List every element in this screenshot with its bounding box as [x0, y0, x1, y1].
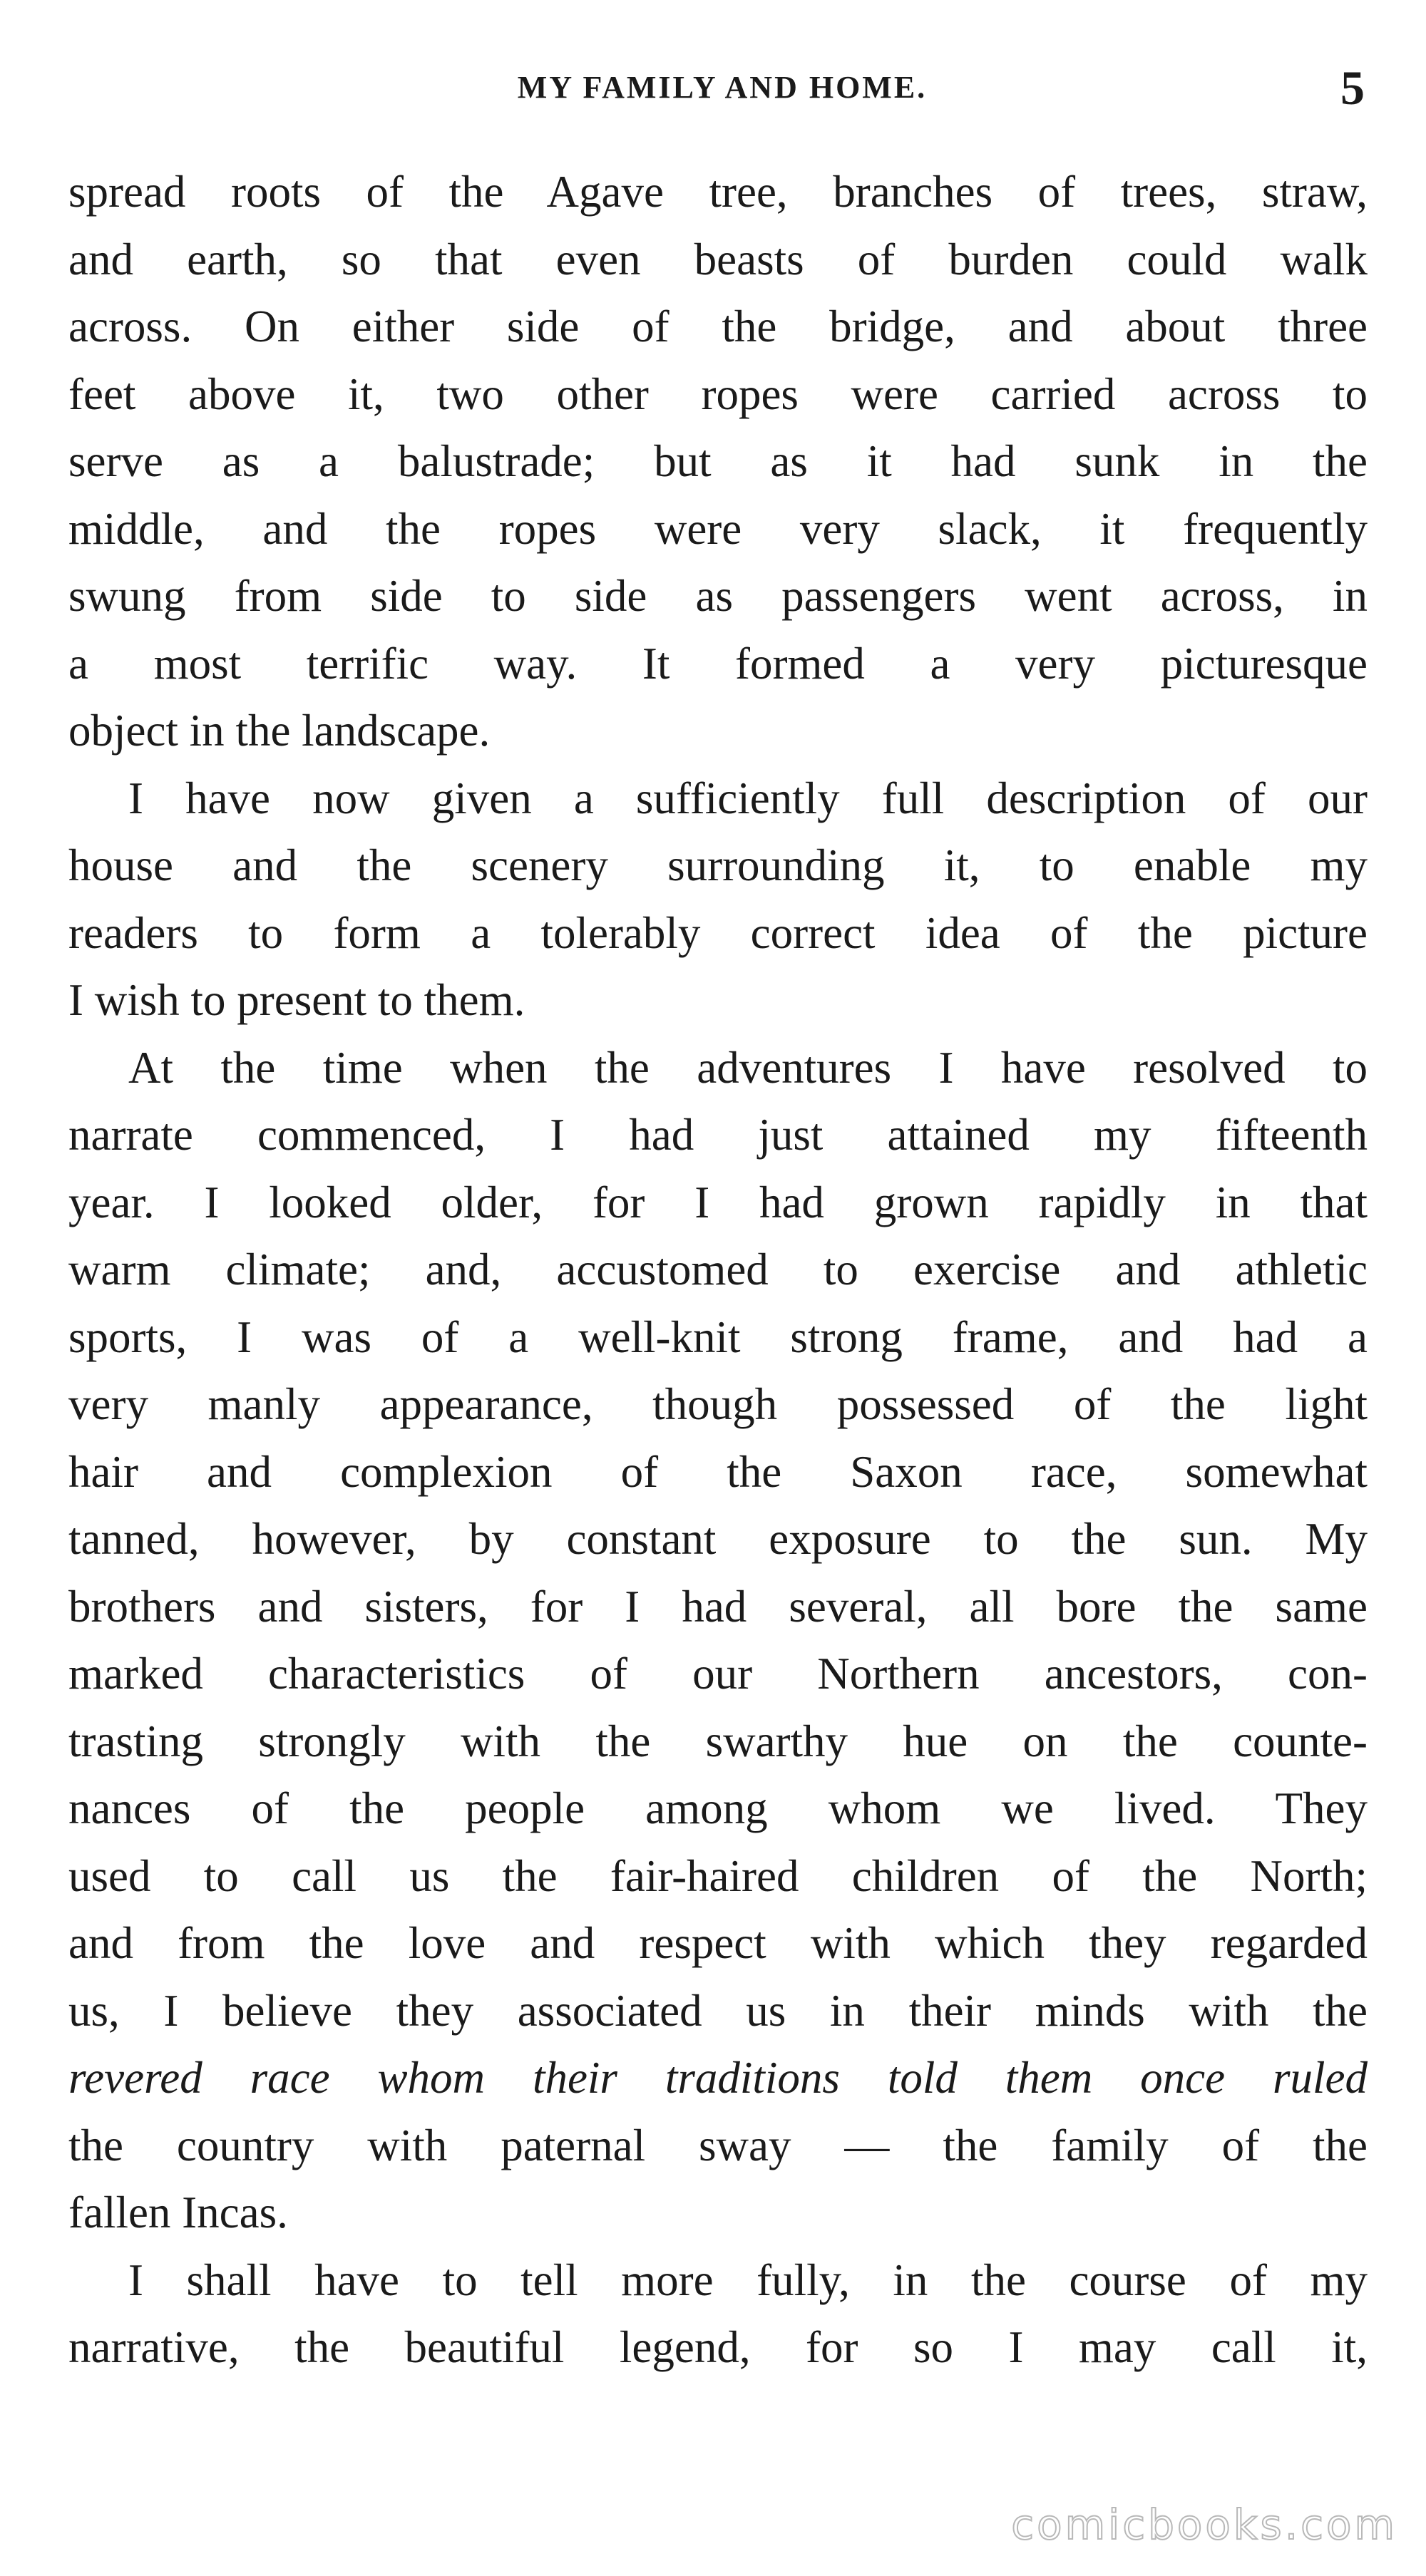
text-line: At the time when the adventures I have resolved to [128, 1042, 1368, 1093]
text-line: revered race whom their traditions told them once ruled [68, 2053, 1368, 2103]
text-line: I shall have to tell more fully, in the course of my [128, 2255, 1368, 2305]
paragraph-3 [68, 1034, 1368, 2247]
text-line: I wish to present to them. [68, 975, 525, 1025]
text-line: very manly appearance, though possessed of the light [68, 1379, 1368, 1429]
text-line: sports, I was of a well-knit strong frame, and had a [68, 1312, 1368, 1362]
text-line: across. On either side of the bridge, and about three [68, 302, 1368, 351]
text-line: fallen Incas. [68, 2188, 288, 2237]
text-line: and from the love and respect with which they regarded [68, 1918, 1368, 1968]
running-head [68, 56, 1376, 120]
text-line: narrate commenced, I had just attained my fifteenth [68, 1110, 1368, 1160]
text-line: middle, and the ropes were very slack, it frequently [68, 503, 1368, 554]
text-line: swung from side to side as passengers went across, in [68, 571, 1368, 621]
text-line: object in the landscape. [68, 706, 491, 756]
body-text [68, 158, 1368, 2381]
text-line: marked characteristics of our Northern ancestors, con- [68, 1649, 1368, 1699]
text-line: brothers and sisters, for I had several, all bore the same [68, 1581, 1368, 1632]
text-line: tanned, however, by constant exposure to the sun. My [68, 1514, 1368, 1564]
text-line: narrative, the beautiful legend, for so I may call it, [68, 2322, 1368, 2372]
text-line: spread roots of the Agave tree, branches of trees, straw, [68, 167, 1368, 217]
paragraph-2 [68, 765, 1368, 1034]
text-line: a most terrific way. It formed a very picturesque [68, 638, 1368, 689]
text-line: us, I believe they associated us in their minds with the [68, 1985, 1368, 2036]
text-line: trasting strongly with the swarthy hue on the counte- [68, 1716, 1368, 1766]
page-number: 5 [1340, 61, 1365, 115]
running-title: MY FAMILY AND HOME. [517, 70, 928, 105]
paragraph-4 [68, 2247, 1368, 2381]
text-line: the country with paternal sway — the family of the [68, 2120, 1368, 2170]
text-line: hair and complexion of the Saxon race, somewhat [68, 1446, 1368, 1497]
text-line: year. I looked older, for I had grown rapidly in that [68, 1177, 1368, 1227]
text-line: warm climate; and, accustomed to exercise and athletic [68, 1245, 1368, 1294]
text-line: feet above it, two other ropes were carried across to [68, 369, 1368, 419]
text-line: nances of the people among whom we lived. They [68, 1783, 1368, 1833]
text-line: house and the scenery surrounding it, to enable my [68, 840, 1368, 890]
paragraph-1 [68, 158, 1368, 765]
text-line: and earth, so that even beasts of burden could walk [68, 234, 1368, 284]
text-line: serve as a balustrade; but as it had sunk in the [68, 436, 1368, 486]
text-line: readers to form a tolerably correct idea of the picture [68, 907, 1368, 958]
text-line: I have now given a sufficiently full description of our [128, 773, 1368, 823]
text-line: used to call us the fair-haired children of the North; [68, 1850, 1368, 1901]
watermark-text: comicbooks.com [1011, 2500, 1397, 2549]
